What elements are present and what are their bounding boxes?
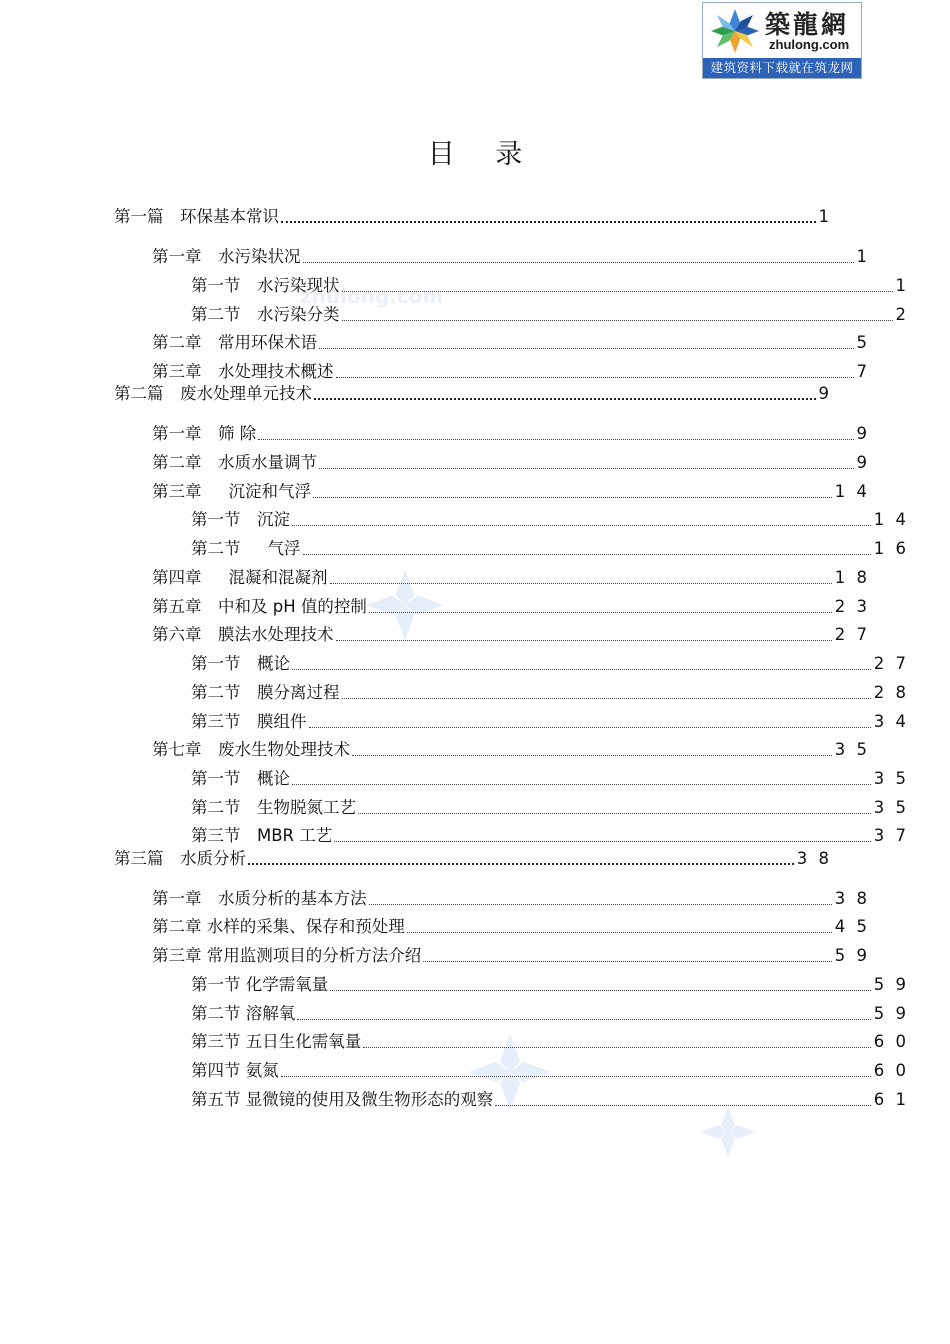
toc-entry[interactable] xyxy=(114,766,909,790)
toc-entry-label: 第六章 膜法水处理技术 xyxy=(152,625,334,644)
zhulong-logo[interactable] xyxy=(702,2,862,79)
toc-entry[interactable] xyxy=(114,536,909,560)
toc-dot-leader xyxy=(281,221,816,223)
toc-entry-label: 第三节 膜组件 xyxy=(191,712,307,731)
toc-entry-page: 5 xyxy=(856,333,870,352)
pinwheel-logo-icon xyxy=(707,7,763,55)
toc-dot-leader xyxy=(258,439,853,440)
toc-entry[interactable] xyxy=(114,709,909,733)
toc-dot-leader xyxy=(303,262,854,263)
toc-entry-page: 3 5 xyxy=(834,740,870,759)
toc-entry[interactable] xyxy=(114,507,909,531)
toc-entry[interactable] xyxy=(114,622,870,646)
toc-entry-page: 9 xyxy=(818,384,832,403)
toc-entry-label: 第七章 废水生物处理技术 xyxy=(152,740,350,759)
toc-entry-label: 第一节 化学需氧量 xyxy=(191,975,329,994)
toc-entry[interactable] xyxy=(114,204,832,228)
toc-entry-label: 第一章 筛 除 xyxy=(152,424,257,443)
toc-entry-label: 第二章 水质水量调节 xyxy=(152,453,317,472)
toc-entry[interactable] xyxy=(114,1058,909,1082)
toc-dot-leader xyxy=(292,669,871,670)
toc-entry-page: 4 5 xyxy=(834,917,870,936)
toc-entry-label: 第一章 水质分析的基本方法 xyxy=(152,889,367,908)
toc-entry[interactable] xyxy=(114,594,870,618)
toc-entry-page: 5 9 xyxy=(834,946,870,965)
toc-dot-leader xyxy=(319,348,854,349)
toc-entry-page: 1 6 xyxy=(873,539,909,558)
toc-entry-label: 第三节 五日生化需氧量 xyxy=(191,1032,362,1051)
toc-entry[interactable] xyxy=(114,273,909,297)
toc-dot-leader xyxy=(281,1076,871,1077)
toc-dot-leader xyxy=(292,525,871,526)
toc-entry[interactable] xyxy=(114,651,909,675)
toc-entry-label: 第二章 常用环保术语 xyxy=(152,333,317,352)
toc-entry-page: 2 3 xyxy=(834,597,870,616)
logo-domain: zhulong.com xyxy=(769,37,850,52)
toc-dot-leader xyxy=(495,1105,871,1106)
toc-dot-leader xyxy=(352,755,832,756)
toc-dot-leader xyxy=(319,468,854,469)
toc-dot-leader xyxy=(369,904,832,905)
toc-dot-leader xyxy=(309,727,871,728)
toc-entry-label: 第四节 氨氮 xyxy=(191,1061,279,1080)
toc-entry-page: 3 5 xyxy=(873,769,909,788)
toc-entry[interactable] xyxy=(114,244,870,268)
toc-entry-page: 1 xyxy=(895,276,909,295)
toc-entry-page: 1 xyxy=(856,247,870,266)
toc-entry-label: 第一章 水污染状况 xyxy=(152,247,301,266)
toc-entry-page: 1 xyxy=(818,207,832,226)
toc-dot-leader xyxy=(292,784,871,785)
toc-entry[interactable] xyxy=(114,565,870,589)
toc-entry[interactable] xyxy=(114,359,870,383)
page-title: 目 录 xyxy=(427,139,539,170)
toc-entry-label: 第一节 概论 xyxy=(191,654,290,673)
toc-entry-label: 第一节 水污染现状 xyxy=(191,276,340,295)
toc-entry-page: 6 0 xyxy=(873,1061,909,1080)
toc-dot-leader xyxy=(330,583,832,584)
toc-entry-page: 3 4 xyxy=(873,712,909,731)
toc-entry-page: 6 0 xyxy=(873,1032,909,1051)
toc-entry-label: 第一节 概论 xyxy=(191,769,290,788)
toc-entry-page: 1 4 xyxy=(873,510,909,529)
toc-entry[interactable] xyxy=(114,330,870,354)
toc-entry-page: 5 9 xyxy=(873,1004,909,1023)
toc-entry[interactable] xyxy=(114,886,870,910)
toc-entry-page: 3 5 xyxy=(873,798,909,817)
toc-entry[interactable] xyxy=(114,972,909,996)
toc-entry-label: 第一节 沉淀 xyxy=(191,510,290,529)
toc-entry[interactable] xyxy=(114,479,870,503)
toc-entry-label: 第三篇 水质分析 xyxy=(114,849,246,868)
toc-entry-label: 第一篇 环保基本常识 xyxy=(114,207,279,226)
toc-entry[interactable] xyxy=(114,1029,909,1053)
toc-entry-page: 5 9 xyxy=(873,975,909,994)
toc-entry-page: 3 7 xyxy=(873,826,909,845)
toc-entry-label: 第三章 常用监测项目的分析方法介绍 xyxy=(152,946,422,965)
logo-tagline: 建筑资料下载就在筑龙网 xyxy=(703,58,861,78)
toc-entry-page: 2 xyxy=(895,305,909,324)
toc-entry[interactable] xyxy=(114,1087,909,1111)
toc-entry-label: 第二节 水污染分类 xyxy=(191,305,340,324)
toc-dot-leader xyxy=(336,640,832,641)
toc-entry-label: 第二篇 废水处理单元技术 xyxy=(114,384,312,403)
toc-entry[interactable] xyxy=(114,421,870,445)
toc-entry-label: 第二章 水样的采集、保存和预处理 xyxy=(152,917,405,936)
toc-dot-leader xyxy=(342,320,893,321)
toc-entry-page: 7 xyxy=(856,362,870,381)
toc-dot-leader xyxy=(369,612,832,613)
toc-dot-leader xyxy=(330,990,871,991)
logo-name-cn: 築龍網 xyxy=(765,10,850,39)
watermark-text: zhulong.com xyxy=(300,284,444,308)
toc-dot-leader xyxy=(248,863,794,865)
toc-entry-page: 3 8 xyxy=(834,889,870,908)
toc-entry[interactable] xyxy=(114,680,909,704)
toc-entry-page: 1 4 xyxy=(834,482,870,501)
toc-dot-leader xyxy=(358,813,871,814)
toc-dot-leader xyxy=(314,398,816,400)
toc-entry[interactable] xyxy=(114,381,832,405)
toc-entry-label: 第二节 生物脱氮工艺 xyxy=(191,798,356,817)
toc-dot-leader xyxy=(342,698,871,699)
toc-entry-label: 第二节 膜分离过程 xyxy=(191,683,340,702)
toc-entry-page: 9 xyxy=(856,424,870,443)
toc-dot-leader xyxy=(334,841,870,842)
toc-dot-leader xyxy=(313,497,832,498)
toc-entry-page: 2 8 xyxy=(873,683,909,702)
toc-entry[interactable] xyxy=(114,823,909,847)
toc-entry[interactable] xyxy=(114,302,909,326)
toc-dot-leader xyxy=(303,554,871,555)
toc-entry-page: 9 xyxy=(856,453,870,472)
toc-entry[interactable] xyxy=(114,943,870,967)
toc-entry[interactable] xyxy=(114,737,870,761)
toc-entry[interactable] xyxy=(114,1001,909,1025)
toc-dot-leader xyxy=(297,1019,871,1020)
toc-dot-leader xyxy=(363,1047,871,1048)
toc-dot-leader xyxy=(423,961,832,962)
toc-entry-label: 第三章 沉淀和气浮 xyxy=(152,482,311,501)
toc-dot-leader xyxy=(336,377,854,378)
toc-entry-page: 2 7 xyxy=(873,654,909,673)
toc-entry-label: 第二节 气浮 xyxy=(191,539,301,558)
toc-entry-label: 第三章 水处理技术概述 xyxy=(152,362,334,381)
toc-entry-page: 3 8 xyxy=(796,849,832,868)
toc-entry-label: 第三节 MBR 工艺 xyxy=(191,826,333,845)
toc-entry-page: 1 8 xyxy=(834,568,870,587)
toc-entry[interactable] xyxy=(114,914,870,938)
toc-entry-page: 6 1 xyxy=(873,1090,909,1109)
toc-entry[interactable] xyxy=(114,846,832,870)
toc-entry-label: 第五节 显微镜的使用及微生物形态的观察 xyxy=(191,1090,494,1109)
toc-entry-label: 第四章 混凝和混凝剂 xyxy=(152,568,328,587)
toc-entry-label: 第五章 中和及 pH 值的控制 xyxy=(152,597,367,616)
toc-entry[interactable] xyxy=(114,795,909,819)
toc-dot-leader xyxy=(407,932,832,933)
toc-entry-page: 2 7 xyxy=(834,625,870,644)
toc-entry-label: 第二节 溶解氧 xyxy=(191,1004,296,1023)
toc-entry[interactable] xyxy=(114,450,870,474)
toc-dot-leader xyxy=(342,291,893,292)
